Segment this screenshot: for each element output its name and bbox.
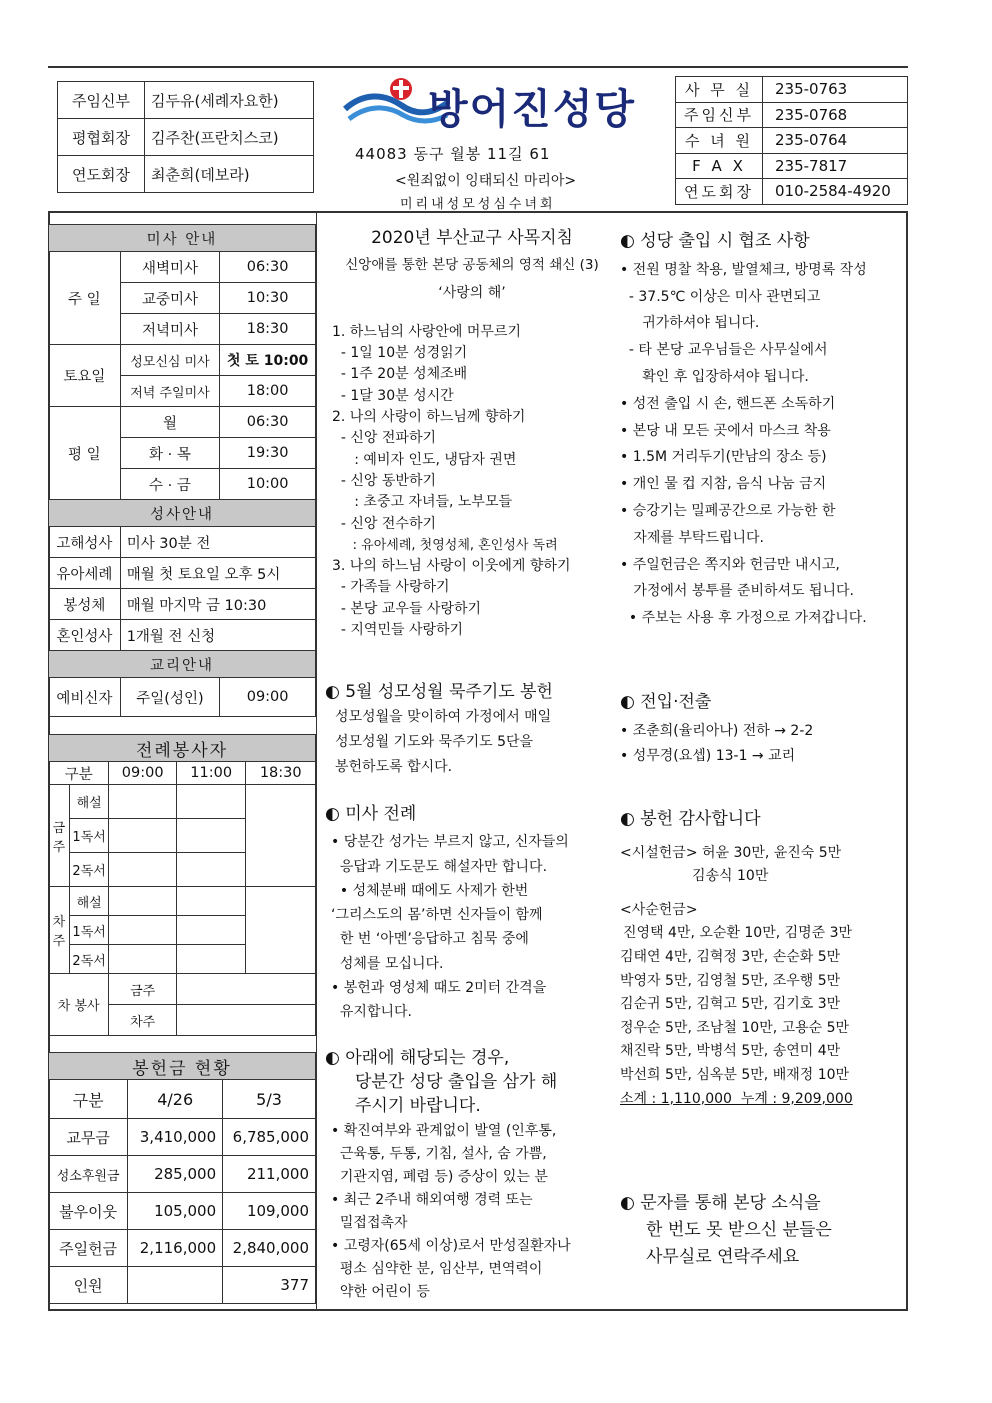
entry-line: • 성전 출입 시 손, 핸드폰 소독하기 <box>620 395 836 412</box>
lent-offering-line: 진영택 4만, 오순환 10만, 김명준 3만 <box>623 925 853 942</box>
offering-label: 불우이웃 <box>49 1193 128 1230</box>
offerings-header: 4/26 <box>128 1080 223 1119</box>
offering-total: 소계 : 1,110,000 누계 : 9,209,000 <box>620 1090 853 1107</box>
entry-section <box>620 228 900 632</box>
restriction-line: • 확진여부와 관계없이 발열 (인후통, <box>331 1123 557 1139</box>
pastoral-subtitle: 신앙애를 통한 본당 공동체의 영적 쇄신 (3) <box>345 257 599 274</box>
lent-offering-line: 박영자 5만, 김영철 5만, 조우행 5만 <box>620 972 841 989</box>
sacrament-value: 매월 마지막 금 10:30 <box>120 589 315 620</box>
sacrament-label: 혼인성사 <box>49 620 121 651</box>
sms-line: 사무실로 연락주세요 <box>646 1247 800 1267</box>
offering-amount: 2,116,000 <box>128 1230 223 1267</box>
facility-offering: <시설헌금> 허윤 30만, 윤진숙 5만 <box>620 844 842 861</box>
offering-amount: 211,000 <box>223 1156 316 1193</box>
lent-offering-line: 정우순 5만, 조남철 10만, 고용순 5만 <box>620 1019 850 1036</box>
restriction-line: • 최근 2주내 해외여행 경력 또는 <box>331 1192 533 1208</box>
left-info-table <box>48 224 316 717</box>
lent-offering-line: 박선희 5만, 심옥분 5만, 배재정 10만 <box>620 1066 850 1083</box>
servers-role: 2독서 <box>69 945 109 974</box>
mass-day: 주 일 <box>49 252 121 345</box>
liturgy-line: 응답과 기도문도 해설자만 합니다. <box>331 858 548 875</box>
sisters-name: 미리내성모성심수녀회 <box>400 197 556 212</box>
car-service-week: 금주 <box>109 974 177 1005</box>
mass-time: 18:30 <box>220 314 316 345</box>
offering-amount: 377 <box>223 1267 316 1304</box>
pastoral-line: - 신앙 전수하기 <box>332 515 436 532</box>
staff-label: 평협회장 <box>58 119 145 156</box>
servers-role: 1독서 <box>69 819 109 853</box>
parish-address: 44083 동구 월봉 11길 61 <box>355 145 551 163</box>
offering-amount <box>128 1267 223 1304</box>
car-service-label: 차 봉사 <box>49 974 109 1036</box>
entry-line: 귀가하셔야 됩니다. <box>620 315 760 332</box>
rosary-line: 성모성월을 맞이하여 가정에서 매일 <box>335 709 552 725</box>
pastoral-line: - 신앙 동반하기 <box>332 472 436 489</box>
sacrament-label: 유아세례 <box>49 558 121 589</box>
sacrament-label: 봉성체 <box>49 589 121 620</box>
transfer-section <box>620 690 905 769</box>
sacrament-section-title: 성사안내 <box>49 500 316 527</box>
sacrament-label: 고해성사 <box>49 527 121 558</box>
mass-time: 06:30 <box>220 407 316 438</box>
offering-amount: 105,000 <box>128 1193 223 1230</box>
offering-label: 교무금 <box>49 1119 128 1156</box>
pastoral-line: - 신앙 전파하기 <box>332 430 436 447</box>
transfer-line: • 조춘희(율리아나) 전하 → 2-2 <box>620 723 814 739</box>
liturgy-line: • 성체분배 때에도 사제가 한번 <box>331 882 529 899</box>
sms-line: 한 번도 못 받으신 분들은 <box>646 1220 832 1240</box>
pastoral-line: 2. 나의 사랑이 하느님께 향하기 <box>332 409 526 426</box>
sacrament-value: 1개월 전 신청 <box>120 620 315 651</box>
contact-label: F A X <box>676 153 763 179</box>
restriction-line: 근육통, 두통, 기침, 설사, 숨 가쁨, <box>331 1146 547 1162</box>
servers-header: 09:00 <box>109 762 177 785</box>
servers-role: 해설 <box>69 887 109 916</box>
mass-name: 수 · 금 <box>120 469 220 500</box>
header-staff-table <box>57 81 314 193</box>
facility-offering: 김송식 10만 <box>692 868 769 885</box>
lent-offering-line: 채진락 5만, 박병석 5만, 송연미 4만 <box>620 1043 841 1060</box>
pastoral-line: 1. 하느님의 사랑안에 머무르기 <box>332 323 521 340</box>
mass-time: 06:30 <box>220 252 316 283</box>
liturgy-title: ◐ 미사 전례 <box>325 804 417 824</box>
mass-time: 첫 토 10:00 <box>220 345 316 376</box>
pastoral-line: - 본당 교우들 사랑하기 <box>332 600 482 617</box>
restriction-line: 기관지염, 폐렴 등) 증상이 있는 분 <box>331 1169 548 1185</box>
doctrine-section-title: 교리안내 <box>49 651 316 678</box>
pastoral-line: : 유아세례, 첫영성체, 혼인성사 독려 <box>332 537 558 553</box>
liturgy-line: • 당분간 성가는 부르지 않고, 신자들의 <box>331 834 569 851</box>
mass-time: 19:30 <box>220 438 316 469</box>
servers-role: 1독서 <box>69 916 109 945</box>
transfer-title: ◐ 전입·전출 <box>620 692 712 712</box>
mass-name: 화 · 목 <box>120 438 220 469</box>
staff-value: 최춘희(데보라) <box>145 156 314 193</box>
entry-line: • 전원 명찰 착용, 발열체크, 방명록 작성 <box>620 261 867 278</box>
offerings-header: 5/3 <box>223 1080 316 1119</box>
sms-line: ◐ 문자를 통해 본당 소식을 <box>620 1193 821 1213</box>
contact-value: 235-0763 <box>763 77 908 103</box>
pastoral-theme: ‘사랑의 해’ <box>438 284 506 301</box>
servers-week: 차주 <box>49 887 70 974</box>
liturgy-section <box>325 802 610 1025</box>
mass-day: 토요일 <box>49 345 121 407</box>
contact-label: 연도회장 <box>676 179 763 205</box>
parish-motto: <원죄없이 잉태되신 마리아> <box>395 173 577 189</box>
mass-section-title: 미사 안내 <box>49 225 316 252</box>
liturgy-line: 한 번 ‘아멘’응답하고 침묵 중에 <box>331 931 529 948</box>
servers-header: 구분 <box>49 762 109 785</box>
pastoral-line: - 가족들 사랑하기 <box>332 579 450 596</box>
sacrament-value: 미사 30분 전 <box>120 527 315 558</box>
rosary-section <box>325 680 610 780</box>
servers-week: 금주 <box>49 785 70 887</box>
sacrament-value: 매월 첫 토요일 오후 5시 <box>120 558 315 589</box>
mass-time: 10:30 <box>220 283 316 314</box>
entry-line: • 주일헌금은 쪽지와 헌금만 내시고, <box>620 556 840 573</box>
rosary-title: ◐ 5월 성모성월 묵주기도 봉헌 <box>325 682 553 702</box>
entry-line: • 본당 내 모든 곳에서 마스크 착용 <box>620 422 831 439</box>
entry-line: 확인 후 입장하셔야 됩니다. <box>620 368 809 385</box>
transfer-line: • 성무경(요셉) 13-1 → 교리 <box>620 748 796 764</box>
contact-value: 010-2584-4920 <box>763 179 908 205</box>
liturgy-line: 성체를 모십니다. <box>331 955 444 972</box>
offering-amount: 109,000 <box>223 1193 316 1230</box>
mass-name: 성모신심 미사 <box>120 345 220 376</box>
entry-line: 가정에서 봉투를 준비하셔도 됩니다. <box>620 583 855 600</box>
doctrine-label: 예비신자 <box>49 678 121 717</box>
servers-role: 해설 <box>69 785 109 819</box>
entry-title: ◐ 성당 출입 시 협조 사항 <box>620 231 810 251</box>
servers-table <box>48 734 316 1036</box>
mass-name: 교중미사 <box>120 283 220 314</box>
offering-label: 주일헌금 <box>49 1230 128 1267</box>
thanks-section <box>620 808 905 1111</box>
column-divider <box>316 211 317 1311</box>
mass-name: 월 <box>120 407 220 438</box>
restriction-title: ◐ 아래에 해당되는 경우, <box>325 1048 510 1068</box>
pastoral-line: : 초중고 자녀들, 노부모들 <box>332 494 513 511</box>
entry-line: • 승강기는 밀폐공간으로 가능한 한 <box>620 502 836 519</box>
lent-offering-line: 김태연 4만, 김혁정 3만, 손순화 5만 <box>620 948 841 965</box>
mass-name: 저녁 주일미사 <box>120 376 220 407</box>
rosary-line: 봉헌하도록 합시다. <box>335 759 453 775</box>
liturgy-line: ‘그리스도의 몸’하면 신자들이 함께 <box>331 907 543 924</box>
offering-amount: 6,785,000 <box>223 1119 316 1156</box>
entry-line: • 개인 물 컵 지참, 음식 나눔 금지 <box>620 476 827 493</box>
sms-section <box>620 1190 905 1271</box>
restriction-title: 주시기 바랍니다. <box>355 1096 481 1116</box>
liturgy-line: • 봉헌과 영성체 때도 2미터 간격을 <box>331 980 547 997</box>
header-contact-table <box>675 76 908 205</box>
contact-label: 사 무 실 <box>676 77 763 103</box>
contact-value: 235-7817 <box>763 153 908 179</box>
entry-line: - 37.5℃ 이상은 미사 관면되고 <box>620 288 821 305</box>
entry-line: • 1.5M 거리두기(만남의 장소 등) <box>620 449 827 466</box>
servers-role: 2독서 <box>69 853 109 887</box>
pastoral-line: - 지역민들 사랑하기 <box>332 622 464 639</box>
offering-amount: 285,000 <box>128 1156 223 1193</box>
staff-label: 연도회장 <box>58 156 145 193</box>
doctrine-time: 09:00 <box>220 678 316 717</box>
parish-name: 방어진성당 <box>428 85 637 133</box>
pastoral-line: 3. 나의 하느님 사랑이 이웃에게 향하기 <box>332 558 571 575</box>
offering-label: 성소후원금 <box>49 1156 128 1193</box>
offering-amount: 2,840,000 <box>223 1230 316 1267</box>
restriction-section <box>325 1046 610 1304</box>
doctrine-day: 주일(성인) <box>120 678 220 717</box>
mass-time: 18:00 <box>220 376 316 407</box>
restriction-line: 평소 심약한 분, 임산부, 면역력이 <box>331 1261 543 1277</box>
entry-line: - 타 본당 교우님들은 사무실에서 <box>620 342 828 359</box>
entry-line: 자제를 부탁드립니다. <box>620 529 764 546</box>
top-divider <box>48 66 908 68</box>
mass-day: 평 일 <box>49 407 121 500</box>
servers-header: 18:30 <box>246 762 316 785</box>
lent-offering-line: 김순귀 5만, 김혁고 5만, 김기호 3만 <box>620 996 841 1013</box>
mass-name: 저녁미사 <box>120 314 220 345</box>
mass-name: 새벽미사 <box>120 252 220 283</box>
contact-value: 235-0768 <box>763 102 908 128</box>
pastoral-line: - 1일 10분 성경읽기 <box>332 345 468 362</box>
rosary-line: 성모성월 기도와 묵주기도 5단을 <box>335 734 534 750</box>
offerings-header: 구분 <box>49 1080 128 1119</box>
staff-value: 김주찬(프란치스코) <box>145 119 314 156</box>
thanks-title: ◐ 봉헌 감사합니다 <box>620 809 761 829</box>
middle-column <box>332 228 612 641</box>
contact-label: 주임신부 <box>676 102 763 128</box>
contact-label: 수 녀 원 <box>676 128 763 154</box>
servers-header: 11:00 <box>176 762 246 785</box>
lent-offering-label: <사순헌금> <box>620 901 698 918</box>
offerings-table <box>48 1052 316 1304</box>
liturgy-line: 유지합니다. <box>331 1004 412 1021</box>
restriction-line: 약한 어린이 등 <box>331 1284 430 1300</box>
offerings-section-title: 봉헌금 현황 <box>49 1053 316 1080</box>
pastoral-line: - 1달 30분 성시간 <box>332 387 454 404</box>
restriction-line: 밀접접촉자 <box>331 1215 408 1231</box>
mass-time: 10:00 <box>220 469 316 500</box>
entry-line: • 주보는 사용 후 가정으로 가져갑니다. <box>620 610 867 627</box>
restriction-line: • 고령자(65세 이상)로서 만성질환자나 <box>331 1238 571 1254</box>
servers-section-title: 전례봉사자 <box>49 735 316 762</box>
restriction-title: 당분간 성당 출입을 삼가 해 <box>355 1072 558 1092</box>
staff-label: 주임신부 <box>58 82 145 119</box>
offering-label: 인원 <box>49 1267 128 1304</box>
pastoral-line: - 1주 20분 성체조배 <box>332 366 468 383</box>
pastoral-title: 2020년 부산교구 사목지침 <box>371 228 573 248</box>
contact-value: 235-0764 <box>763 128 908 154</box>
staff-value: 김두유(세례자요한) <box>145 82 314 119</box>
car-service-week: 차주 <box>109 1005 177 1036</box>
pastoral-line: : 예비자 인도, 냉담자 권면 <box>332 451 517 468</box>
offering-amount: 3,410,000 <box>128 1119 223 1156</box>
